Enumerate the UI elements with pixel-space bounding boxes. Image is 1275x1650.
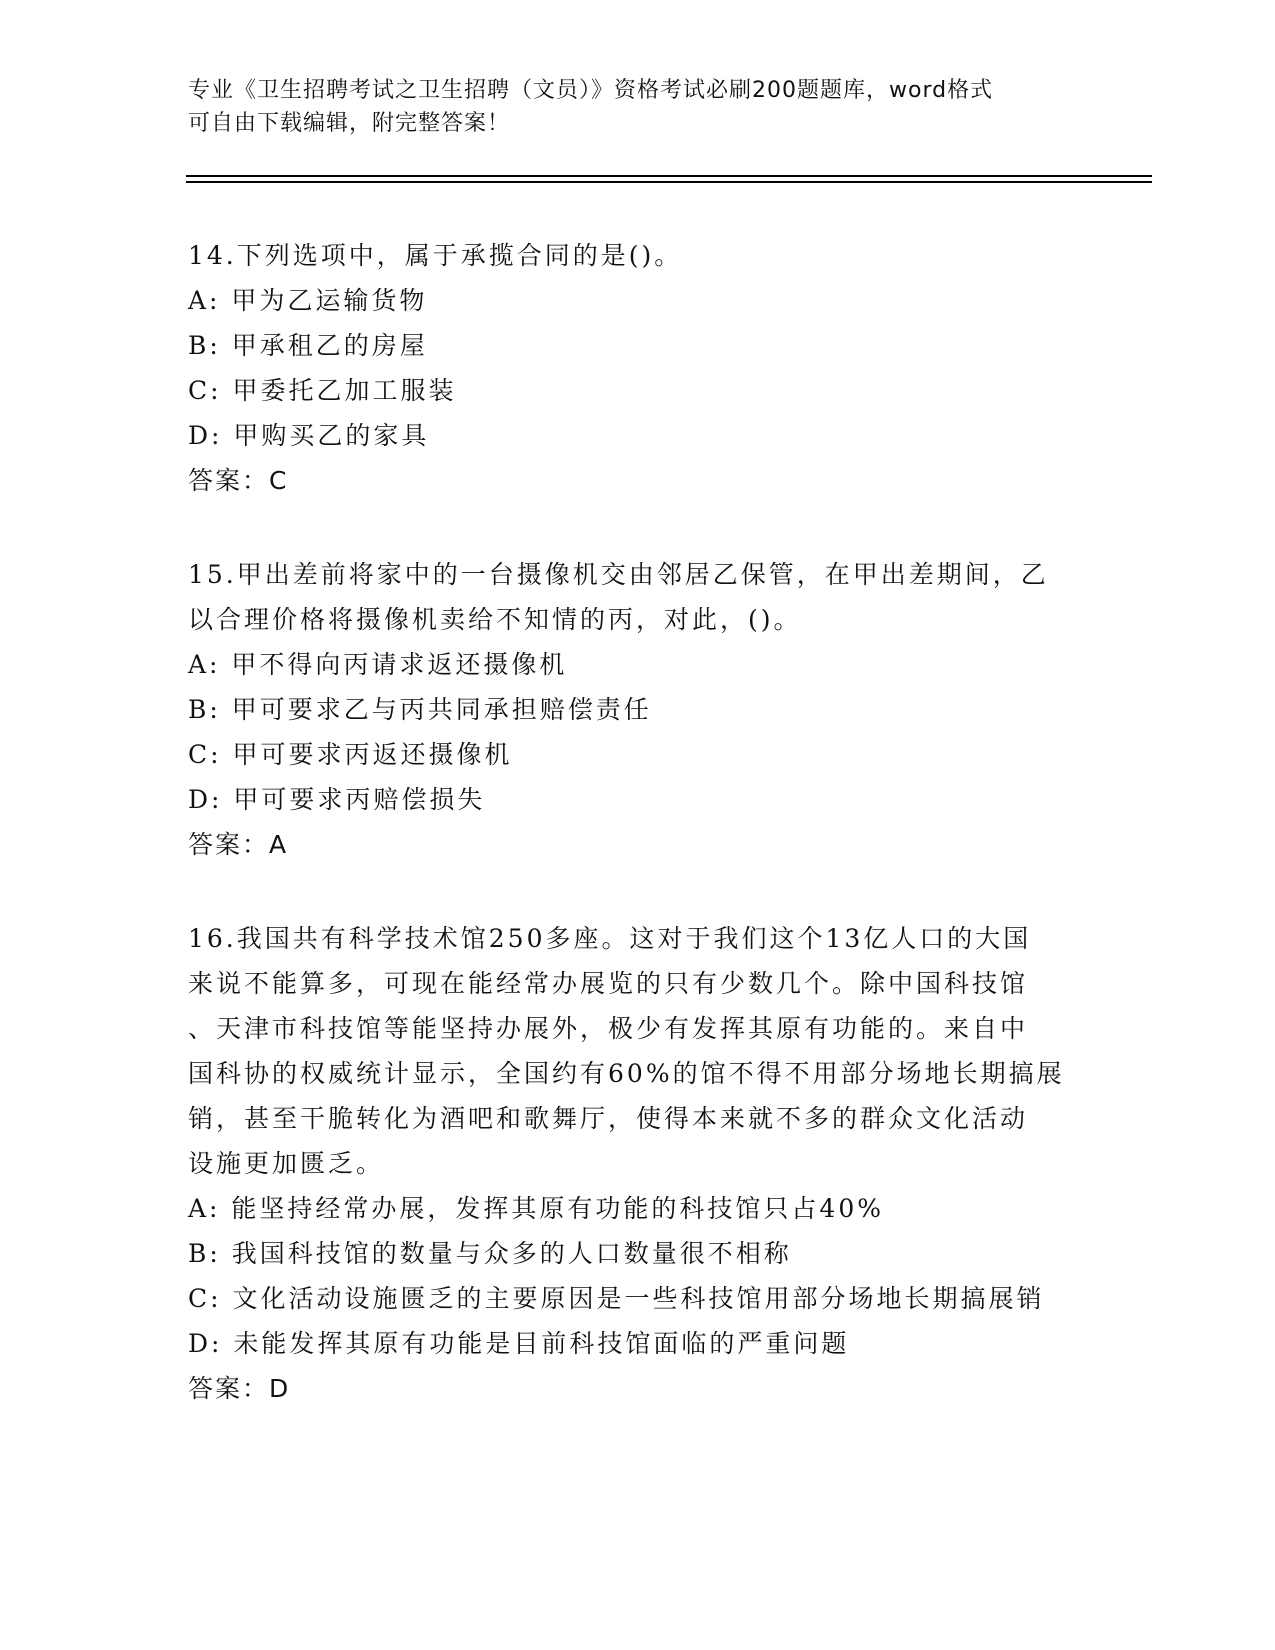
question-stem: 14.下列选项中，属于承揽合同的是()。: [188, 241, 683, 270]
header-divider: [186, 175, 1152, 177]
header-divider: [186, 181, 1152, 183]
question-15: [188, 552, 1088, 867]
question-stem: 销，甚至干脆转化为酒吧和歌舞厅，使得本来就不多的群众文化活动: [188, 1104, 1029, 1133]
header-line: 专业《卫生招聘考试之卫生招聘（文员）》资格考试必刷200题题库，word格式: [188, 78, 994, 103]
question-stem: 、天津市科技馆等能坚持办展外，极少有发挥其原有功能的。来自中: [188, 1014, 1029, 1043]
option-d: D: 甲购买乙的家具: [188, 421, 430, 450]
question-16: [188, 916, 1088, 1411]
document-header: [188, 74, 1088, 140]
answer-line: 答案：C: [188, 466, 289, 495]
question-stem: 以合理价格将摄像机卖给不知情的丙，对此，()。: [188, 605, 802, 634]
question-stem: 来说不能算多，可现在能经常办展览的只有少数几个。除中国科技馆: [188, 969, 1029, 998]
option-c: C: 文化活动设施匮乏的主要原因是一些科技馆用部分场地长期搞展销: [188, 1284, 1045, 1313]
option-c: C: 甲委托乙加工服装: [188, 376, 457, 405]
answer-line: 答案：D: [188, 1374, 291, 1403]
option-a: A: 甲不得向丙请求返还摄像机: [188, 650, 568, 679]
option-b: B: 甲可要求乙与丙共同承担赔偿责任: [188, 695, 652, 724]
question-stem: 15.甲出差前将家中的一台摄像机交由邻居乙保管，在甲出差期间，乙: [188, 560, 1049, 589]
header-line: 可自由下载编辑，附完整答案！: [188, 111, 511, 136]
question-stem: 16.我国共有科学技术馆250多座。这对于我们这个13亿人口的大国: [188, 924, 1032, 953]
option-b: B: 我国科技馆的数量与众多的人口数量很不相称: [188, 1239, 792, 1268]
option-b: B: 甲承租乙的房屋: [188, 331, 428, 360]
question-stem: 国科协的权威统计显示，全国约有60%的馆不得不用部分场地长期搞展: [188, 1059, 1065, 1088]
option-d: D: 甲可要求丙赔偿损失: [188, 785, 486, 814]
option-a: A: 甲为乙运输货物: [188, 286, 428, 315]
question-stem: 设施更加匮乏。: [188, 1149, 385, 1178]
question-14: [188, 233, 1088, 503]
option-d: D: 未能发挥其原有功能是目前科技馆面临的严重问题: [188, 1329, 850, 1358]
option-a: A: 能坚持经常办展，发挥其原有功能的科技馆只占40%: [188, 1194, 884, 1223]
answer-line: 答案：A: [188, 830, 289, 859]
option-c: C: 甲可要求丙返还摄像机: [188, 740, 513, 769]
